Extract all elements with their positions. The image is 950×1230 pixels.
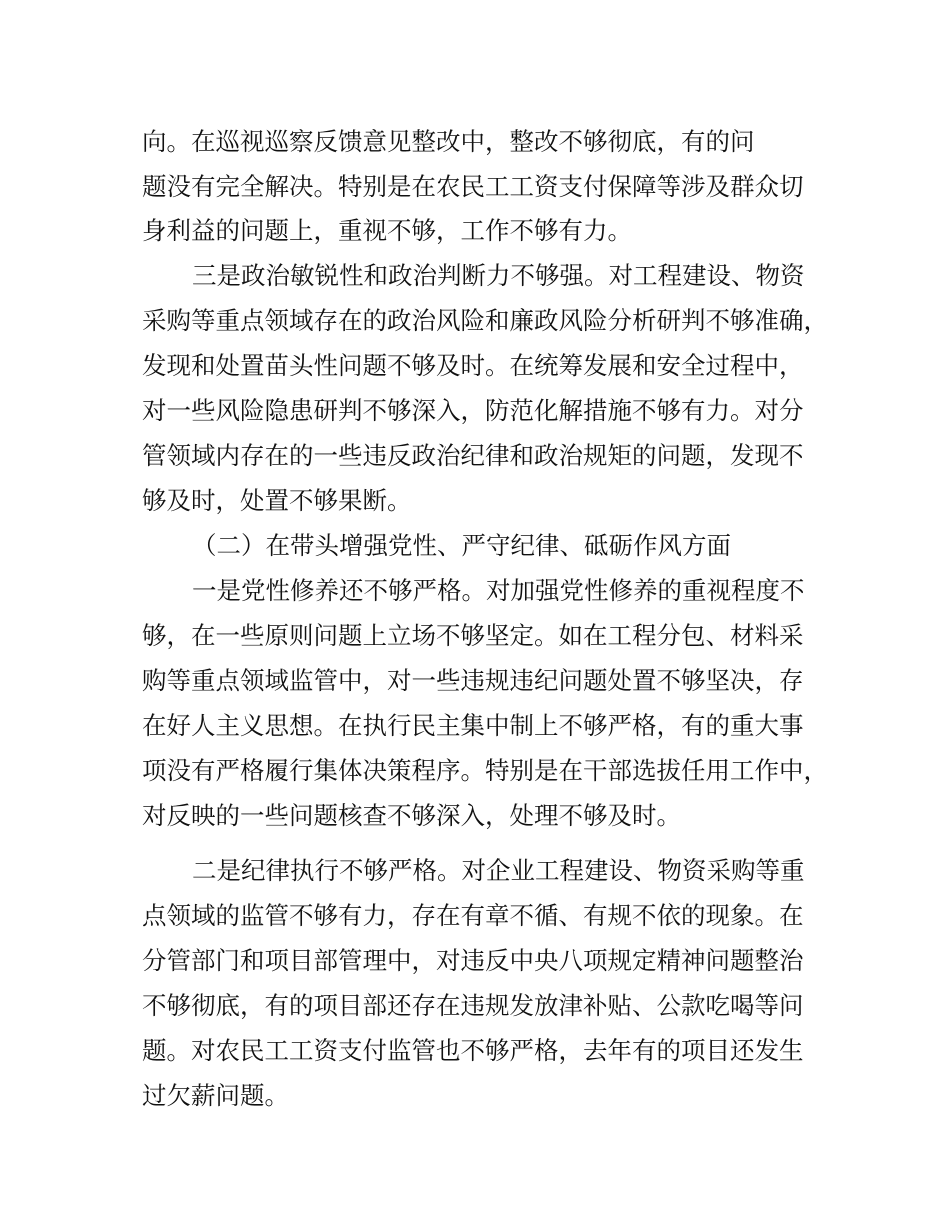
text-line: 对一些风险隐患研判不够深入，防范化解措施不够有力。对分 xyxy=(142,396,804,425)
paragraph-start-line: 二是纪律执行不够严格。对企业工程建设、物资采购等重 xyxy=(192,856,805,885)
paragraph-start-line: 一是党性修养还不够严格。对加强党性修养的重视程度不 xyxy=(192,576,805,605)
text-line: 项没有严格履行集体决策程序。特别是在干部选拔任用工作中， xyxy=(142,756,828,785)
text-line: 身利益的问题上，重视不够，工作不够有力。 xyxy=(142,216,632,245)
section-heading: （二）在带头增强党性、严守纪律、砥砺作风方面 xyxy=(192,531,731,560)
text-line: 够，在一些原则问题上立场不够坚定。如在工程分包、材料采 xyxy=(142,621,804,650)
text-line: 点领域的监管不够有力，存在有章不循、有规不依的现象。在 xyxy=(142,901,804,930)
text-line: 对反映的一些问题核查不够深入，处理不够及时。 xyxy=(142,801,681,830)
text-line: 采购等重点领域存在的政治风险和廉政风险分析研判不够准确， xyxy=(142,306,828,335)
text-line: 管领域内存在的一些违反政治纪律和政治规矩的问题，发现不 xyxy=(142,441,804,470)
text-line: 过欠薪问题。 xyxy=(142,1081,289,1110)
paragraph-start-line: 三是政治敏锐性和政治判断力不够强。对工程建设、物资 xyxy=(192,261,805,290)
text-line: 题没有完全解决。特别是在农民工工资支付保障等涉及群众切 xyxy=(142,172,804,201)
text-line: 购等重点领域监管中，对一些违规违纪问题处置不够坚决，存 xyxy=(142,666,804,695)
text-line: 够及时，处置不够果断。 xyxy=(142,486,412,515)
text-line: 不够彻底，有的项目部还存在违规发放津补贴、公款吃喝等问 xyxy=(142,991,804,1020)
text-line: 发现和处置苗头性问题不够及时。在统筹发展和安全过程中， xyxy=(142,351,804,380)
text-line: 分管部门和项目部管理中，对违反中央八项规定精神问题整治 xyxy=(142,946,804,975)
text-line: 向。在巡视巡察反馈意见整改中，整改不够彻底，有的问 xyxy=(142,127,755,156)
text-line: 题。对农民工工资支付监管也不够严格，去年有的项目还发生 xyxy=(142,1036,804,1065)
text-line: 在好人主义思想。在执行民主集中制上不够严格，有的重大事 xyxy=(142,711,804,740)
